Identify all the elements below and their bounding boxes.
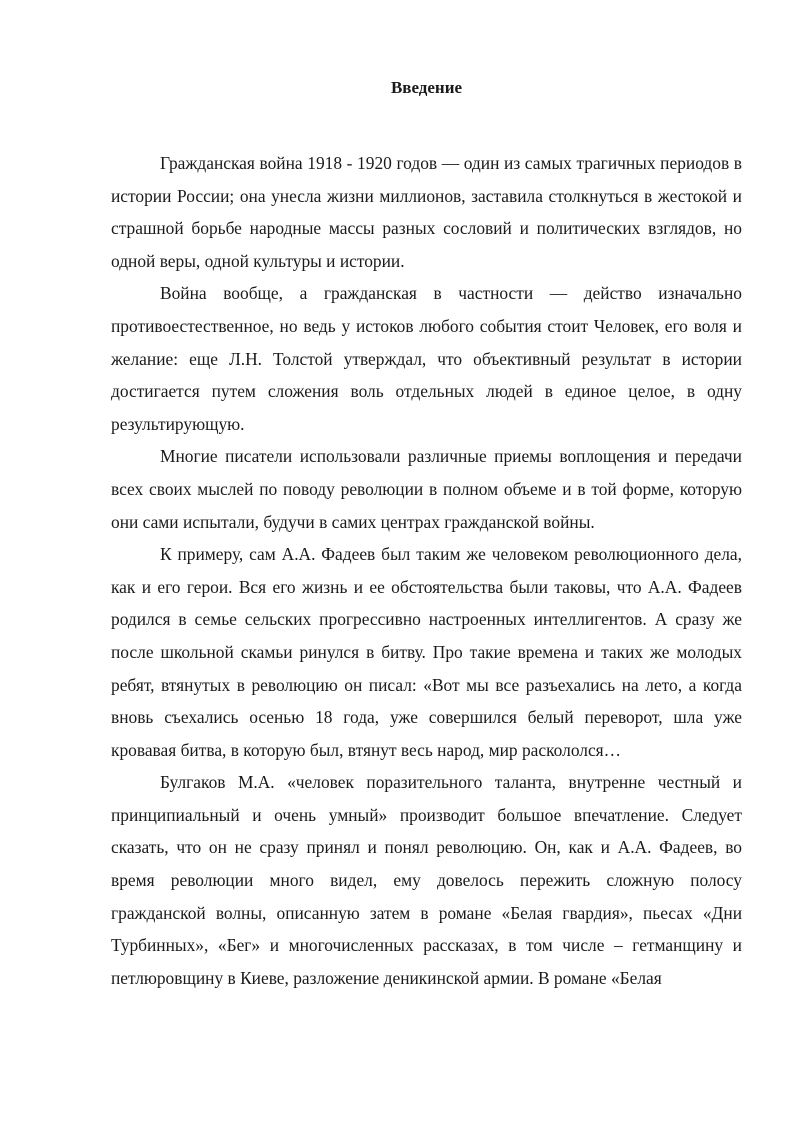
paragraph-1: Гражданская война 1918 - 1920 годов — один из самых трагичных периодов в истории России; она унесла жизни миллионов, заставила столкнуться в жестокой и страшной борьбе народные массы разных сословий и политических взглядов, но одной веры, одной культуры и истории. (111, 153, 742, 271)
paragraph-2: Война вообще, а гражданская в частности — действо изначально противоестественное, но ведь у истоков любого события стоит Человек, его воля и желание: еще Л.Н. Толстой утверждал, что объективный результат в истории достигается путем сложения воль отдельных людей в единое целое, в одну результирующую. (111, 283, 742, 434)
paragraph-3: Многие писатели использовали различные приемы воплощения и передачи всех своих мыслей по поводу революции в полном объеме и в той форме, которую они сами испытали, будучи в самих центрах гражданской войны. (111, 446, 742, 532)
document-page (111, 76, 742, 994)
paragraph-4: К примеру, сам А.А. Фадеев был таким же человеком революционного дела, как и его герои. Вся его жизнь и ее обстоятельства были таковы, что А.А. Фадеев родился в семье сельских прогрессивно настроенных интеллигентов. А сразу же после школьной скамьи ринулся в битву. Про такие времена и таких же молодых ребят, втянутых в революцию он писал: «Вот мы все разъехались на лето, а когда вновь съехались осенью 18 года, уже совершился белый переворот, шла уже кровавая битва, в которую был, втянут весь народ, мир раскололся… (111, 544, 742, 760)
paragraph-5: Булгаков М.А. «человек поразительного таланта, внутренне честный и принципиальный и очень умный» производит большое впечатление. Следует сказать, что он не сразу принял и понял революцию. Он, как и А.А. Фадеев, во время революции много видел, ему довелось пережить сложную полосу гражданской волны, описанную затем в романе «Белая гвардия», пьесах «Дни Турбинных», «Бег» и многочисленных рассказах, в том числе – гетманщину и петлюровщину в Киеве, разложение деникинской армии. В романе «Белая (111, 772, 742, 988)
page-title: Введение (390, 78, 463, 97)
